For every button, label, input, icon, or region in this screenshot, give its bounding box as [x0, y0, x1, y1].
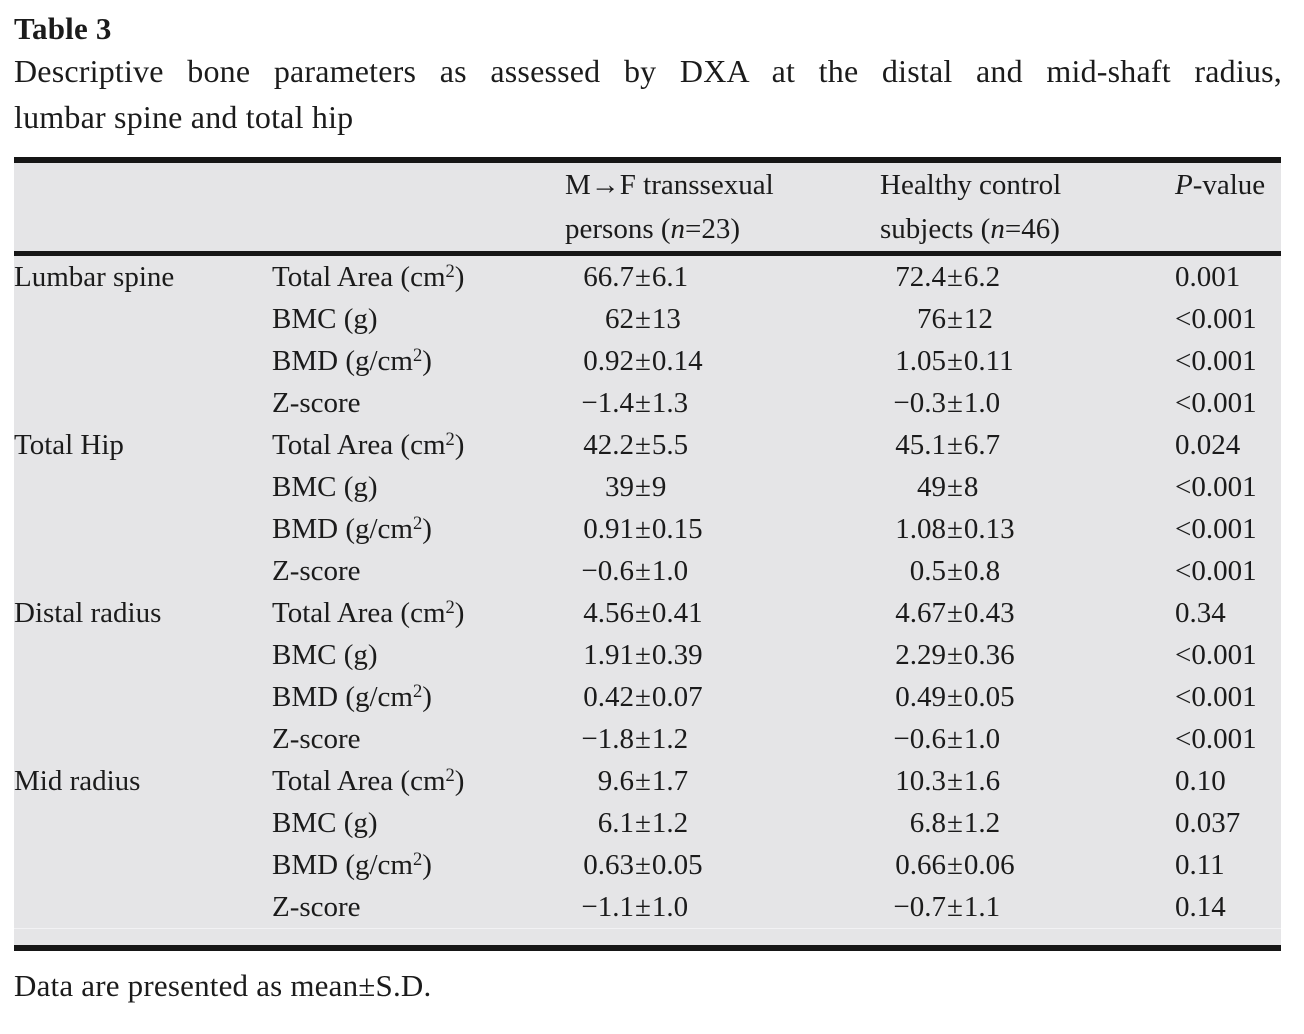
hc-value: 10.3±1.6	[895, 765, 1001, 797]
p-value: <0.001	[1175, 723, 1257, 755]
p-value: 0.34	[1175, 597, 1226, 629]
region-label	[14, 382, 272, 424]
hc-value: 1.08±0.13	[895, 513, 1015, 545]
p-value: <0.001	[1175, 471, 1257, 503]
parameter-label: BMD $(g/cm^2)$	[272, 345, 432, 377]
table-row	[14, 592, 1281, 634]
p-value: 0.10	[1175, 765, 1226, 797]
mf-value: 0.91±0.15	[583, 513, 703, 545]
mf-value: 0.92±0.14	[583, 345, 703, 377]
table-footnote: Data are presented as mean±S.D.	[14, 968, 432, 1003]
p-value: 0.037	[1175, 807, 1241, 839]
hc-value: 4.67±0.43	[895, 597, 1015, 629]
hc-value: 72.4±6.2	[895, 261, 1001, 293]
parameter-label: Z-score	[272, 723, 361, 755]
table-row	[14, 634, 1281, 676]
mf-value: 62±13	[605, 303, 681, 335]
hc-value: 45.1±6.7	[895, 429, 1001, 461]
p-value: 0.14	[1175, 891, 1226, 923]
table-row	[14, 550, 1281, 592]
table-row	[14, 382, 1281, 424]
region-label	[14, 340, 272, 382]
hc-value: −0.3±1.0	[893, 387, 1001, 419]
column-header-p-value: P-value	[1175, 160, 1281, 254]
hc-value: 1.05±0.11	[895, 345, 1014, 377]
table-row	[14, 340, 1281, 382]
column-header-mf-transsexual	[565, 160, 880, 254]
parameter-label: Z-score	[272, 387, 361, 419]
region-label: Mid radius	[14, 765, 141, 797]
parameter-label: BMD $(g/cm^2)$	[272, 681, 432, 713]
hc-value: 2.29±0.36	[895, 639, 1015, 671]
table-caption	[14, 48, 1282, 140]
mf-value: 0.63±0.05	[583, 849, 703, 881]
p-value: <0.001	[1175, 513, 1257, 545]
mf-value: 4.56±0.41	[583, 597, 703, 629]
hc-value: 0.66±0.06	[895, 849, 1015, 881]
table-row	[14, 466, 1281, 508]
region-label	[14, 802, 272, 844]
hc-value: 0.5±0.8	[909, 555, 1001, 587]
parameter-label: BMC (g)	[272, 807, 378, 839]
mf-value: −1.4±1.3	[581, 387, 689, 419]
table-bottom-spacer	[14, 929, 1281, 949]
hc-value: 6.8±1.2	[909, 807, 1001, 839]
table-caption-line1: Descriptive bone parameters as assessed by DXA at the distal and mid-shaft radius,	[14, 53, 1282, 89]
mf-value: −0.6±1.0	[581, 555, 689, 587]
region-label	[14, 844, 272, 886]
table-row	[14, 676, 1281, 718]
region-label	[14, 550, 272, 592]
header-mf-line1: M→F transsexual	[565, 169, 774, 201]
mf-value: 6.1±1.2	[597, 807, 689, 839]
parameter-label: BMC (g)	[272, 471, 378, 503]
table-row	[14, 424, 1281, 466]
p-value: <0.001	[1175, 555, 1257, 587]
hc-value: 0.49±0.05	[895, 681, 1015, 713]
region-label	[14, 676, 272, 718]
table-body	[14, 254, 1281, 949]
mf-value: 0.42±0.07	[583, 681, 703, 713]
p-value: <0.001	[1175, 639, 1257, 671]
mf-value: 1.91±0.39	[583, 639, 703, 671]
p-value: 0.11	[1175, 849, 1225, 881]
hc-value: −0.6±1.0	[893, 723, 1001, 755]
mf-value: 42.2±5.5	[583, 429, 689, 461]
table-row	[14, 886, 1281, 929]
parameter-label: BMC (g)	[272, 639, 378, 671]
table-row	[14, 254, 1281, 299]
parameter-label: Total Area $(cm^2)$	[272, 261, 465, 293]
region-label	[14, 886, 272, 929]
header-hc-line2: subjects (n=46)	[880, 213, 1060, 245]
region-label: Lumbar spine	[14, 261, 175, 293]
p-value: <0.001	[1175, 345, 1257, 377]
region-label	[14, 718, 272, 760]
parameter-label: Z-score	[272, 891, 361, 923]
header-region	[14, 160, 272, 254]
table-title: Table 3	[14, 11, 112, 46]
region-label	[14, 298, 272, 340]
mf-value: 66.7±6.1	[583, 261, 689, 293]
data-table	[14, 157, 1281, 951]
region-label	[14, 508, 272, 550]
mf-value: −1.1±1.0	[581, 891, 689, 923]
italic-n: n	[670, 213, 686, 245]
region-label: Total Hip	[14, 429, 124, 461]
table-header	[14, 160, 1281, 254]
italic-n: n	[990, 213, 1005, 245]
region-label	[14, 466, 272, 508]
table-row	[14, 718, 1281, 760]
parameter-label: BMD $(g/cm^2)$	[272, 849, 432, 881]
table-row	[14, 844, 1281, 886]
table-row	[14, 508, 1281, 550]
header-hc-line1: Healthy control	[880, 169, 1062, 201]
p-value: 0.024	[1175, 429, 1241, 461]
p-value: <0.001	[1175, 387, 1257, 419]
parameter-label: BMC (g)	[272, 303, 378, 335]
hc-value: −0.7±1.1	[893, 891, 1001, 923]
mf-value: 9.6±1.7	[597, 765, 689, 797]
header-mf-line2: persons (n=23)	[565, 213, 741, 245]
table-row	[14, 760, 1281, 802]
parameter-label: Total Area $(cm^2)$	[272, 765, 465, 797]
hc-value: 49±8	[917, 471, 979, 503]
parameter-label: Z-score	[272, 555, 361, 587]
region-label	[14, 634, 272, 676]
table-row	[14, 298, 1281, 340]
header-parameter	[272, 160, 565, 254]
hc-value: 76±12	[917, 303, 993, 335]
mf-value: −1.8±1.2	[581, 723, 689, 755]
header-row	[14, 160, 1281, 254]
parameter-label: Total Area $(cm^2)$	[272, 597, 465, 629]
p-value: <0.001	[1175, 303, 1257, 335]
parameter-label: BMD $(g/cm^2)$	[272, 513, 432, 545]
region-label: Distal radius	[14, 597, 162, 629]
p-value: <0.001	[1175, 681, 1257, 713]
column-header-healthy-control	[880, 160, 1175, 254]
p-value: 0.001	[1175, 261, 1241, 293]
italic-p: P	[1175, 169, 1193, 201]
table-caption-line2: lumbar spine and total hip	[14, 99, 354, 135]
parameter-label: Total Area $(cm^2)$	[272, 429, 465, 461]
table-row	[14, 802, 1281, 844]
mf-value: 39±9	[605, 471, 667, 503]
